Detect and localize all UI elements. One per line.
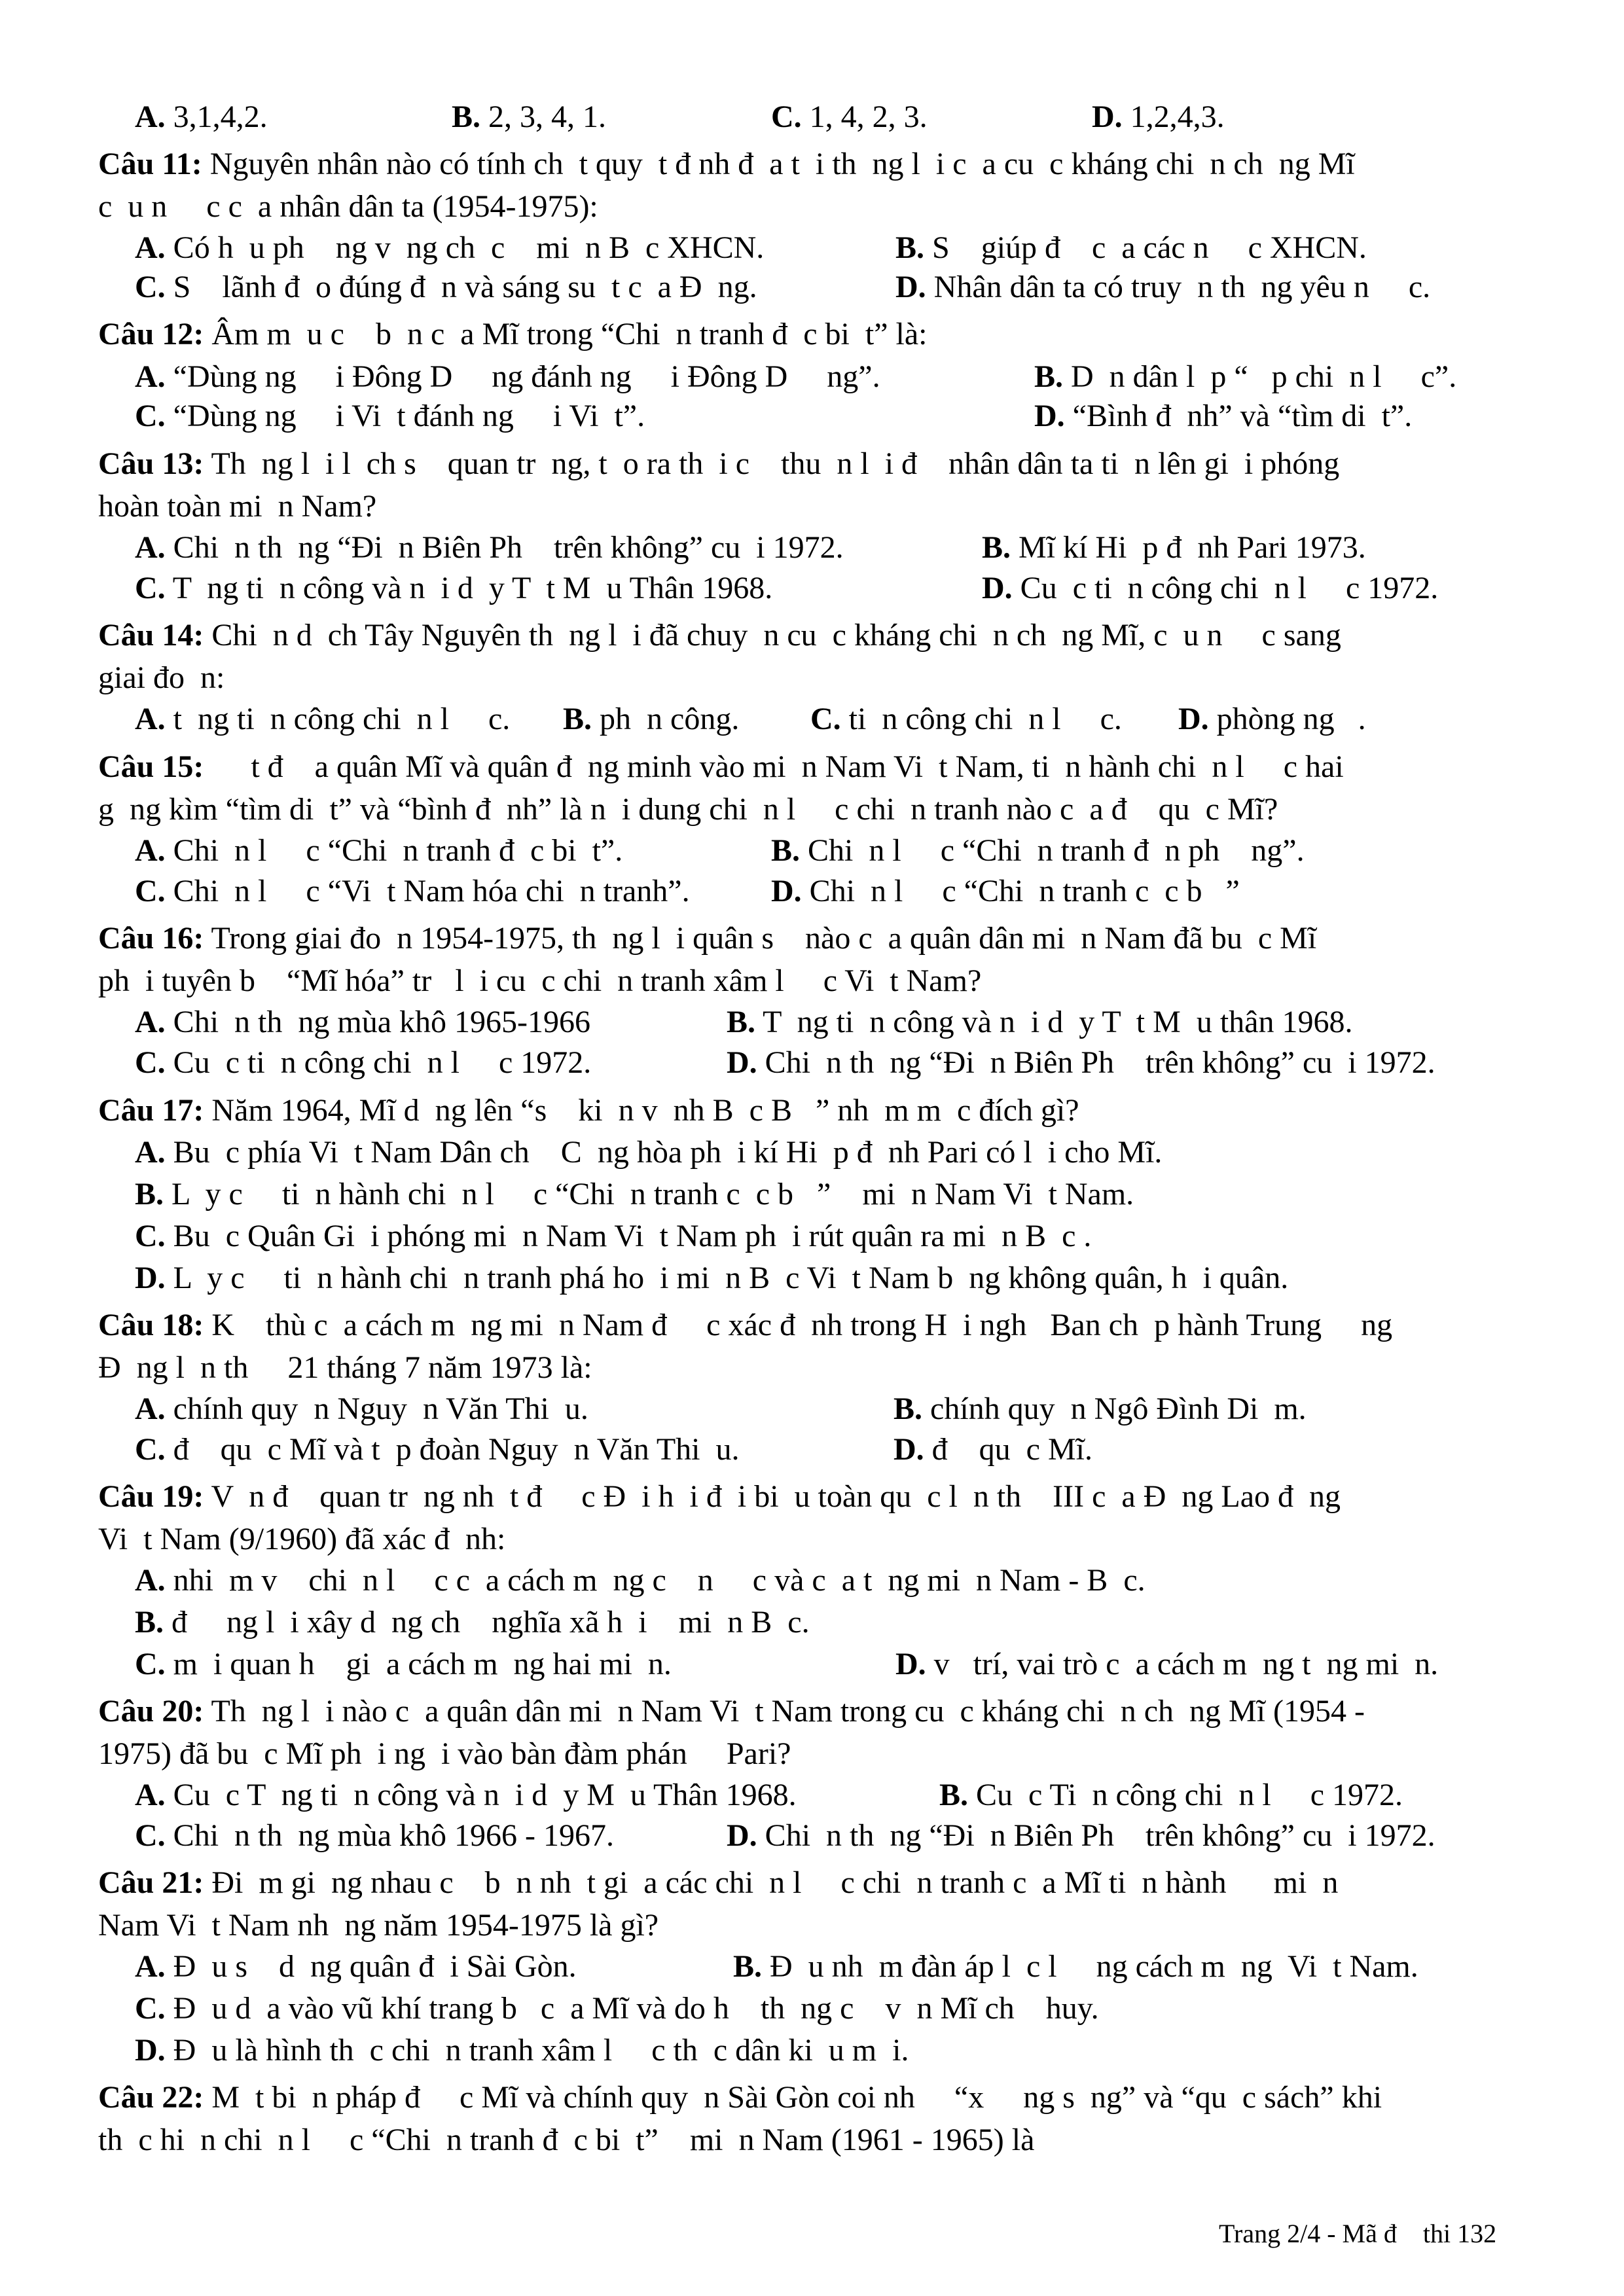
q14-option-d: D. phòng ng . <box>1178 702 1366 736</box>
question-19-line-2: Vi t Nam (9/1960) đã xác đ nh: <box>98 1522 506 1556</box>
q18-option-c: C. đ qu c Mĩ và t p đoàn Nguy n Văn Thi u. <box>135 1432 740 1467</box>
q13-option-a: A. Chi n th ng “Đi n Biên Ph trên không” cu i 1972. <box>135 530 844 565</box>
q11-option-c: C. S lãnh đ o đúng đ n và sáng su t c a Đ ng. <box>135 270 757 304</box>
question-18-line-1: Câu 18: K thù c a cách m ng mi n Nam đ c xác đ nh trong H i ngh Ban ch p hành Trung ng <box>98 1308 1393 1342</box>
q14-option-c: C. ti n công chi n l c. <box>810 702 1122 736</box>
q13-option-b: B. Mĩ kí Hi p đ nh Pari 1973. <box>982 530 1366 565</box>
q20-option-b: B. Cu c Ti n công chi n l c 1972. <box>939 1778 1403 1812</box>
q16-option-a: A. Chi n th ng mùa khô 1965-1966 <box>135 1005 590 1039</box>
q14-option-a: A. t ng ti n công chi n l c. <box>135 702 511 736</box>
q18-option-a: A. chính quy n Nguy n Văn Thi u. <box>135 1391 588 1426</box>
q16-option-b: B. T ng ti n công và n i d y T t M u thân 1968. <box>727 1005 1353 1039</box>
q18-option-d: D. đ qu c Mĩ. <box>893 1432 1092 1467</box>
q15-option-c: C. Chi n l c “Vi t Nam hóa chi n tranh”. <box>135 874 690 908</box>
q16-option-d: D. Chi n th ng “Đi n Biên Ph trên không” cu i 1972. <box>727 1045 1435 1080</box>
question-21-line-1: Câu 21: Đi m gi ng nhau c b n nh t gi a các chi n l c chi n tranh c a Mĩ ti n hành mi n <box>98 1865 1339 1900</box>
question-17-line-1: Câu 17: Năm 1964, Mĩ d ng lên “s ki n v nh B c B ” nh m m c đích gì? <box>98 1093 1079 1128</box>
top-option-c: C. 1, 4, 2, 3. <box>771 99 928 134</box>
q11-option-b: B. S giúp đ c a các n c XHCN. <box>895 230 1367 265</box>
question-11-line-2: c u n c c a nhân dân ta (1954-1975): <box>98 189 598 224</box>
q19-option-c: C. m i quan h gi a cách m ng hai mi n. <box>135 1647 672 1681</box>
q21-option-b: B. Đ u nh m đàn áp l c l ng cách m ng Vi t Nam. <box>733 1949 1418 1984</box>
q13-option-c: C. T ng ti n công và n i d y T t M u Thân 1968. <box>135 571 773 605</box>
question-14-line-1: Câu 14: Chi n d ch Tây Nguyên th ng l i đã chuy n cu c kháng chi n ch ng Mĩ, c u n c sang <box>98 618 1341 653</box>
question-22-line-1: Câu 22: M t bi n pháp đ c Mĩ và chính quy n Sài Gòn coi nh “x ng s ng” và “qu c sách” khi <box>98 2080 1382 2115</box>
question-16-line-2: ph i tuyên b “Mĩ hóa” tr l i cu c chi n tranh xâm l c Vi t Nam? <box>98 963 982 998</box>
q15-option-a: A. Chi n l c “Chi n tranh đ c bi t”. <box>135 833 623 868</box>
q12-option-d: D. “Bình đ nh” và “tìm di t”. <box>1034 399 1413 433</box>
q13-option-d: D. Cu c ti n công chi n l c 1972. <box>982 571 1439 605</box>
q17-option-d: D. L y c ti n hành chi n tranh phá ho i mi n B c Vi t Nam b ng không quân, h i quân. <box>135 1261 1289 1295</box>
question-14-line-2: giai đo n: <box>98 660 225 695</box>
page-footer: Trang 2/4 - Mã đ thi 132 <box>1219 2219 1497 2248</box>
question-15-line-1: Câu 15: t đ a quân Mĩ và quân đ ng minh vào mi n Nam Vi t Nam, ti n hành chi n l c hai <box>98 749 1344 784</box>
question-11-line-1: Câu 11: Nguyên nhân nào có tính ch t quy t đ nh đ a t i th ng l i c a cu c kháng chi n ch ng Mĩ <box>98 147 1355 181</box>
q20-option-a: A. Cu c T ng ti n công và n i d y M u Thân 1968. <box>135 1778 797 1812</box>
top-option-a: A. 3,1,4,2. <box>135 99 268 134</box>
question-20-line-1: Câu 20: Th ng l i nào c a quân dân mi n Nam Vi t Nam trong cu c kháng chi n ch ng Mĩ (1954 - <box>98 1694 1365 1729</box>
q19-option-d: D. v trí, vai trò c a cách m ng t ng mi n. <box>895 1647 1439 1681</box>
q17-option-a: A. Bu c phía Vi t Nam Dân ch C ng hòa ph i kí Hi p đ nh Pari có l i cho Mĩ. <box>135 1135 1163 1170</box>
q11-option-a: A. Có h u ph ng v ng ch c mi n B c XHCN. <box>135 230 765 265</box>
q16-option-c: C. Cu c ti n công chi n l c 1972. <box>135 1045 592 1080</box>
q15-option-d: D. Chi n l c “Chi n tranh c c b ” <box>771 874 1240 908</box>
q19-option-b: B. đ ng l i xây d ng ch nghĩa xã h i mi n B c. <box>135 1605 810 1640</box>
q12-option-a: A. “Dùng ng i Đông D ng đánh ng i Đông D ng”. <box>135 359 880 394</box>
question-12-line-1: Câu 12: Âm m u c b n c a Mĩ trong “Chi n tranh đ c bi t” là: <box>98 317 928 351</box>
question-19-line-1: Câu 19: V n đ quan tr ng nh t đ c Đ i h i đ i bi u toàn qu c l n th III c a Đ ng Lao đ ng <box>98 1479 1341 1514</box>
question-20-line-2: 1975) đã bu c Mĩ ph i ng i vào bàn đàm phán Pari? <box>98 1736 791 1771</box>
question-16-line-1: Câu 16: Trong giai đo n 1954-1975, th ng l i quân s nào c a quân dân mi n Nam đã bu c Mĩ <box>98 921 1317 956</box>
q18-option-b: B. chính quy n Ngô Đình Di m. <box>893 1391 1307 1426</box>
question-13-line-1: Câu 13: Th ng l i l ch s quan tr ng, t o ra th i c thu n l i đ nhân dân ta ti n lên gi i phóng <box>98 446 1340 481</box>
question-18-line-2: Đ ng l n th 21 tháng 7 năm 1973 là: <box>98 1350 592 1385</box>
q21-option-a: A. Đ u s d ng quân đ i Sài Gòn. <box>135 1949 577 1984</box>
question-13-line-2: hoàn toàn mi n Nam? <box>98 489 377 524</box>
question-21-line-2: Nam Vi t Nam nh ng năm 1954-1975 là gì? <box>98 1908 659 1943</box>
top-option-d: D. 1,2,4,3. <box>1092 99 1225 134</box>
q20-option-d: D. Chi n th ng “Đi n Biên Ph trên không” cu i 1972. <box>727 1818 1435 1853</box>
q19-option-a: A. nhi m v chi n l c c a cách m ng c n c và c a t ng mi n Nam - B c. <box>135 1563 1146 1598</box>
question-22-line-2: th c hi n chi n l c “Chi n tranh đ c bi t” mi n Nam (1961 - 1965) là <box>98 2123 1035 2157</box>
q17-option-c: C. Bu c Quân Gi i phóng mi n Nam Vi t Nam ph i rút quân ra mi n B c . <box>135 1219 1092 1253</box>
q12-option-b: B. D n dân l p “ p chi n l c”. <box>1034 359 1457 394</box>
q11-option-d: D. Nhân dân ta có truy n th ng yêu n c. <box>895 270 1431 304</box>
q14-option-b: B. ph n công. <box>563 702 740 736</box>
top-option-b: B. 2, 3, 4, 1. <box>452 99 607 134</box>
q20-option-c: C. Chi n th ng mùa khô 1966 - 1967. <box>135 1818 614 1853</box>
question-15-line-2: g ng kìm “tìm di t” và “bình đ nh” là n i dung chi n l c chi n tranh nào c a đ qu c Mĩ? <box>98 792 1278 827</box>
q15-option-b: B. Chi n l c “Chi n tranh đ n ph ng”. <box>771 833 1305 868</box>
q12-option-c: C. “Dùng ng i Vi t đánh ng i Vi t”. <box>135 399 645 433</box>
q17-option-b: B. L y c ti n hành chi n l c “Chi n tranh c c b ” mi n Nam Vi t Nam. <box>135 1177 1134 1211</box>
q21-option-c: C. Đ u d a vào vũ khí trang b c a Mĩ và do h th ng c v n Mĩ ch huy. <box>135 1991 1099 2026</box>
q21-option-d: D. Đ u là hình th c chi n tranh xâm l c th c dân ki u m i. <box>135 2033 909 2068</box>
